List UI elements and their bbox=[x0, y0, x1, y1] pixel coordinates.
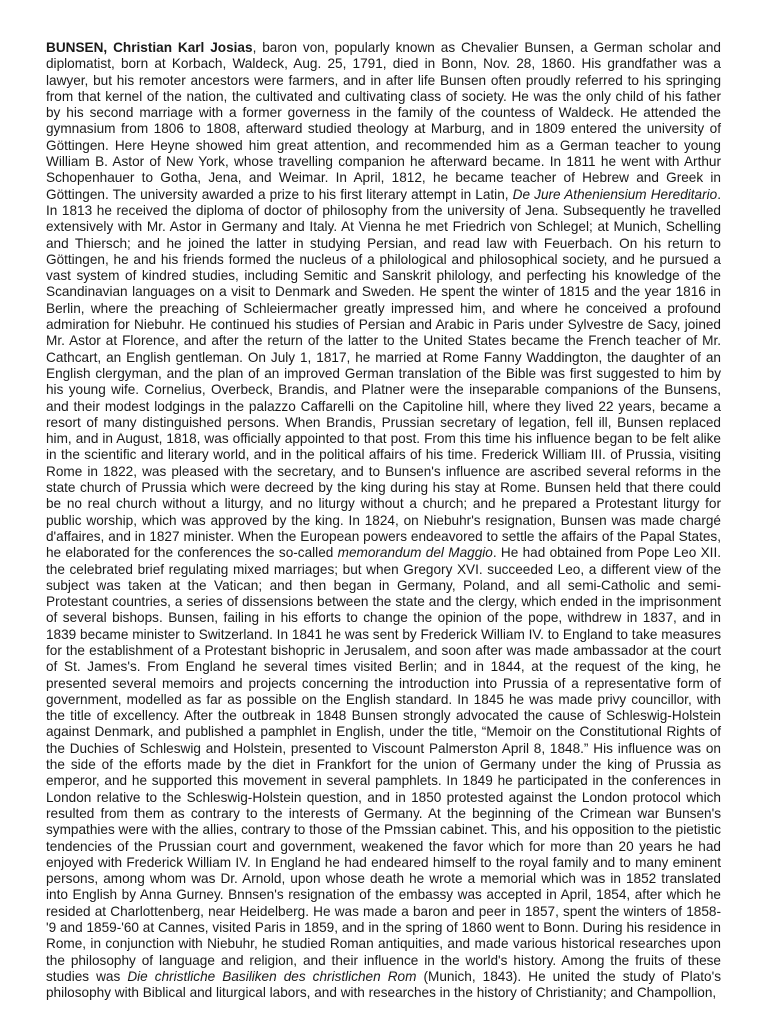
work-title-memorandum: memorandum del Maggio bbox=[337, 545, 493, 561]
work-title-de-jure: De Jure Atheniensium Hereditario bbox=[512, 186, 718, 202]
encyclopedia-article bbox=[46, 40, 721, 1002]
work-title-basiliken: Die christliche Basiliken des christlichen Rom bbox=[127, 968, 417, 984]
article-text-3: . He had obtained from Pope Leo XII. the celebrated brief regulating mixed marriages; but when Gregory XVI. succeeded Leo, a different view of the subject was taken at the Vatican; and then began in Germany, Poland, and all semi-Catholic and semi-Protestant countries, a series of dissensions between the state and the clergy, which ended in the imprisonment of several bishops. Bunsen, failing in his efforts to change the opinion of the pope, withdrew in 1837, and in 1839 became minister to Switzerland. In 1841 he was sent by Frederick William IV. to England to take measures for the establishment of a Protestant bishopric in Jerusalem, and soon after was made ambassador at the court of St. James's. From England he several times visited Berlin; and in 1844, at the request of the king, he presented several memoirs and projects concerning the introduction into Prussia of a representative form of government, modelled as far as possible on the English standard. In 1845 he was made privy councillor, with the title of excellency. After the outbreak in 1848 Bunsen strongly advocated the cause of Schleswig-Holstein against Denmark, and published a pamphlet in English, under the title, “Memoir on the Constitutional Rights of the Duchies of Schleswig and Holstein, presented to Viscount Palmerston April 8, 1848.” His influence was on the side of the efforts made by the diet in Frankfort for the union of Germany under the king of Prussia as emperor, and he supported this movement in several pamphlets. In 1849 he participated in the conferences in London relative to the Schleswig-Holstein question, and in 1850 protested against the London protocol which resulted from them as contrary to the interests of Germany. At the beginning of the Crimean war Bunsen's sympathies were with the allies, contrary to those of the Pmssian cabinet. This, and his opposition to the pietistic tendencies of the Prussian court and government, weakened the favor which for more than 20 years he had enjoyed with Frederick William IV. In England he had endeared himself to the royal family and to many eminent persons, among whom was Dr. Arnold, upon whose death he wrote a memorial which was in 1852 translated into English by Anna Gurney. Bnnsen's resignation of the embassy was accepted in April, 1854, after which he resided at Charlottenberg, near Heidelberg. He was made a baron and peer in 1857, spent the winters of 1858-'9 and 1859-'60 at Cannes, visited Paris in 1859, and in the spring of 1860 went to Bonn. During his residence in Rome, in conjunction with Niebuhr, he studied Roman antiquities, and made various historical researches upon the philosophy of language and religion, and their influence in the world's history. Among the fruits of these studies was bbox=[46, 545, 721, 984]
article-text-4: (Munich, 1843). He united the study of Plato's philosophy with Biblical and liturgical labors, and with researches in the history of Christianity; and Champollion, bbox=[46, 968, 721, 1001]
article-text-1: , baron von, popularly known as Chevalier Bunsen, a German scholar and diplomatist, born at Korbach, Waldeck, Aug. 25, 1791, died in Bonn, Nov. 28, 1860. His grandfather was a lawyer, but his remoter ancestors were farmers, and in after life Bunsen often proudly referred to his springing from that kernel of the nation, the cultivated and cultivating class of society. He was the only child of his father by his second marriage with a former governess in the family of the countess of Waldeck. He attended the gymnasium from 1806 to 1808, afterward studied theology at Marburg, and in 1809 entered the university of Göttingen. Here Heyne showed him great attention, and recommended him as a German teacher to young William B. Astor of New York, whose travelling companion he afterward became. In 1811 he went with Arthur Schopenhauer to Gotha, Jena, and Weimar. In April, 1812, he became teacher of Hebrew and Greek in Göttingen. The university awarded a prize to his first literary attempt in Latin, bbox=[46, 40, 721, 202]
article-text-2: . In 1813 he received the diploma of doctor of philosophy from the university of Jena. Subsequently he travelled extensively with Mr. Astor in Germany and Italy. At Vienna he met Friedrich von Schlegel; at Munich, Schelling and Thiersch; and he joined the latter in studying Persian, and read law with Feuerbach. On his return to Göttingen, he and his friends formed the nucleus of a philological and philosophical society, and he pursued a vast system of kindred studies, including Semitic and Sanskrit philology, and perfecting his knowledge of the Scandinavian languages on a visit to Denmark and Sweden. He spent the winter of 1815 and the year 1816 in Berlin, where the preaching of Schleiermacher greatly impressed him, and where he conceived a profound admiration for Niebuhr. He continued his studies of Persian and Arabic in Paris under Sylvestre de Sacy, joined Mr. Astor at Florence, and after the return of the latter to the United States became the French teacher of Mr. Cathcart, an English gentleman. On July 1, 1817, he married at Rome Fanny Waddington, the daughter of an English clergyman, and the plan of an improved German translation of the Bible was first suggested to him by his young wife. Cornelius, Overbeck, Brandis, and Platner were the inseparable companions of the Bunsens, and their modest lodgings in the palazzo Caffarelli on the Capitoline hill, where they lived 22 years, became a resort of many distinguished persons. When Brandis, Prussian secretary of legation, fell ill, Bunsen replaced him, and in August, 1818, was officially appointed to that post. From this time his influence began to be felt alike in the scientific and literary world, and in the political affairs of his time. Frederick William III. of Prussia, visiting Rome in 1822, was pleased with the secretary, and to Bunsen's influence are ascribed several reforms in the state church of Prussia which were decreed by the king during his stay at Rome. Bunsen held that there could be no real church without a liturgy, and no liturgy without a church; and he prepared a Protestant liturgy for public worship, which was approved by the king. In 1824, on Niebuhr's resignation, Bunsen was made chargé d'affaires, and in 1827 minister. When the European powers endeavored to settle the affairs of the Papal States, he elaborated for the conferences the so-called bbox=[46, 186, 721, 561]
article-headword: BUNSEN, Christian Karl Josias bbox=[46, 40, 253, 55]
